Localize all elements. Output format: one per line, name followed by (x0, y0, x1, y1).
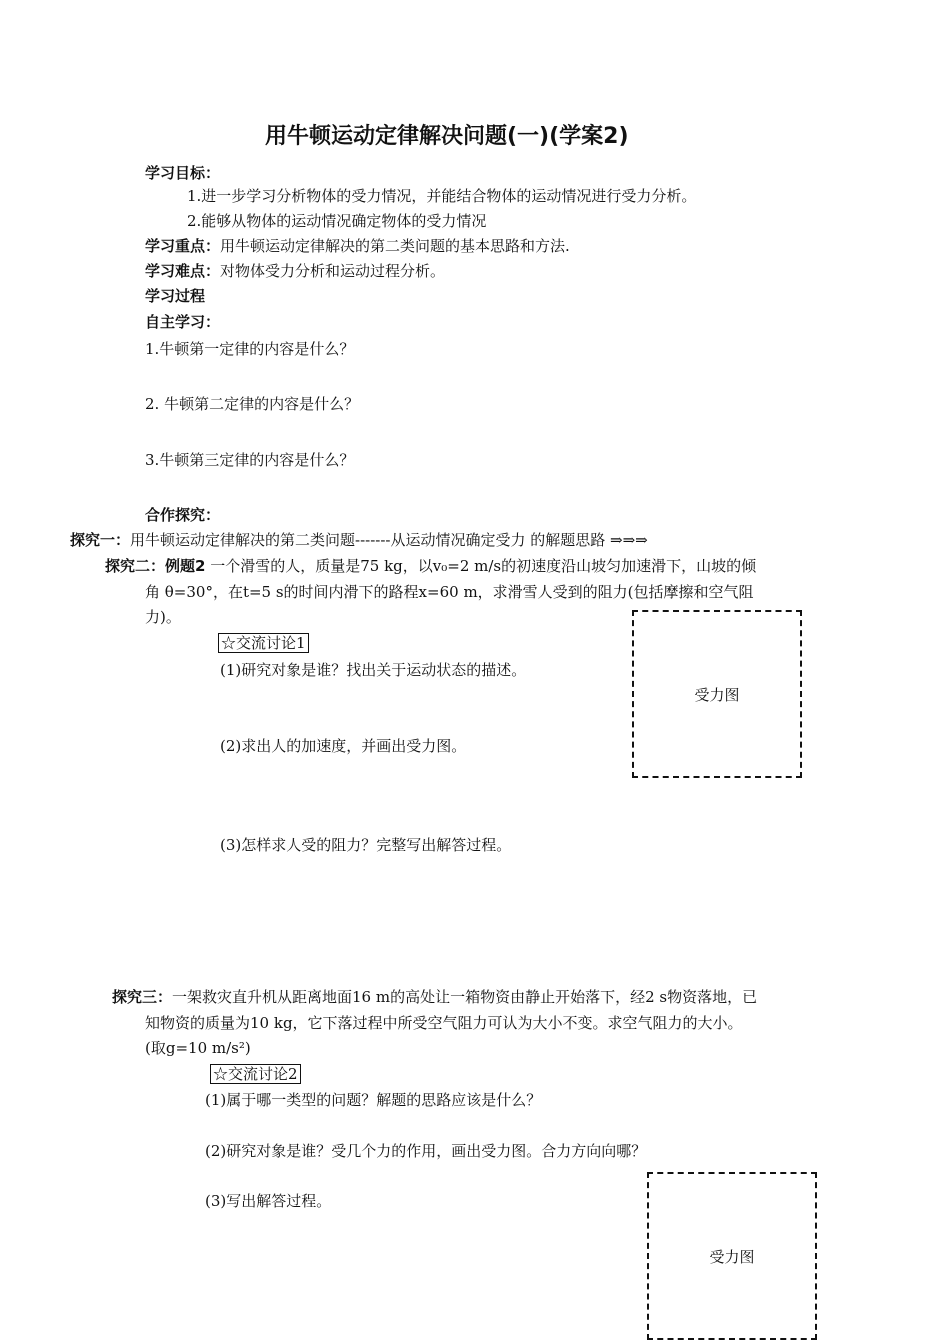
process-label: 学习过程 (145, 287, 206, 305)
explore2-label: 探究二：例题2 (105, 557, 206, 575)
difficulty-text: 对物体受力分析和运动过程分析。 (220, 262, 446, 280)
explore2-line3: 力)。 (145, 608, 181, 626)
explore2-text-1: 一个滑雪的人，质量是75 kg，以v₀=2 m/s的初速度沿山坡匀加速滑下，山坡的倾 (205, 557, 757, 575)
explore1-text: 用牛顿运动定律解决的第二类问题-------从运动情况确定受力 的解题思路 ⇒⇒⇒ (130, 531, 648, 549)
explore3-line3: (取g=10 m/s²) (145, 1039, 251, 1057)
explore3-line2: 知物资的质量为10 kg，它下落过程中所受空气阻力可认为大小不变。求空气阻力的大小。 (145, 1014, 743, 1032)
self-study-q1: 1.牛顿第一定律的内容是什么？ (145, 340, 355, 358)
force-diagram-box-2 (647, 1172, 817, 1340)
force-diagram-label-1: 受力图 (694, 685, 740, 704)
explore3-label: 探究三： (112, 988, 173, 1006)
explore1-label: 探究一： (70, 531, 131, 549)
self-study-q2: 2. 牛顿第二定律的内容是什么？ (145, 395, 360, 413)
explore2-q2: (2)求出人的加速度，并画出受力图。 (220, 737, 467, 755)
difficulty-label: 学习难点： (145, 262, 221, 280)
explore2-q3: (3)怎样求人受的阻力？完整写出解答过程。 (220, 836, 512, 854)
discussion-2-label: ☆交流讨论2 (210, 1064, 301, 1084)
explore3-q1: (1)属于哪一类型的问题？解题的思路应该是什么？ (205, 1091, 542, 1109)
explore3-q2: (2)研究对象是谁？受几个力的作用，画出受力图。合力方向向哪？ (205, 1142, 647, 1160)
force-diagram-label-2: 受力图 (709, 1247, 755, 1266)
explore3-text-1: 一架救灾直升机从距离地面16 m的高处让一箱物资由静止开始落下，经2 s物资落地，已 (172, 988, 758, 1006)
discussion-2-tag (210, 1064, 301, 1084)
explore2-q1: (1)研究对象是谁？找出关于运动状态的描述。 (220, 661, 527, 679)
force-diagram-box-1 (632, 610, 802, 778)
coop-label: 合作探究： (145, 506, 221, 524)
goal-item-2: 2.能够从物体的运动情况确定物体的受力情况 (187, 212, 487, 230)
discussion-1-tag (218, 633, 309, 653)
key-point-line (145, 236, 570, 256)
explore2-line2: 角 θ=30°，在t=5 s的时间内滑下的路程x=60 m，求滑雪人受到的阻力(包括摩擦和空气阻 (145, 583, 754, 601)
self-study-q3: 3.牛顿第三定律的内容是什么？ (145, 451, 355, 469)
explore2-line1 (105, 556, 756, 576)
goals-label: 学习目标： (145, 164, 221, 182)
discussion-1-label: ☆交流讨论1 (218, 633, 309, 653)
difficulty-line (145, 261, 445, 281)
goal-item-1: 1.进一步学习分析物体的受力情况，并能结合物体的运动情况进行受力分析。 (187, 187, 697, 205)
explore3-line1 (112, 987, 757, 1007)
key-point-text: 用牛顿运动定律解决的第二类问题的基本思路和方法. (220, 237, 570, 255)
key-point-label: 学习重点： (145, 237, 221, 255)
page-title: 用牛顿运动定律解决问题(一)(学案2) (265, 124, 629, 149)
explore1-line (70, 530, 648, 550)
explore3-q3: (3)写出解答过程。 (205, 1192, 332, 1210)
self-study-label: 自主学习： (145, 313, 221, 331)
